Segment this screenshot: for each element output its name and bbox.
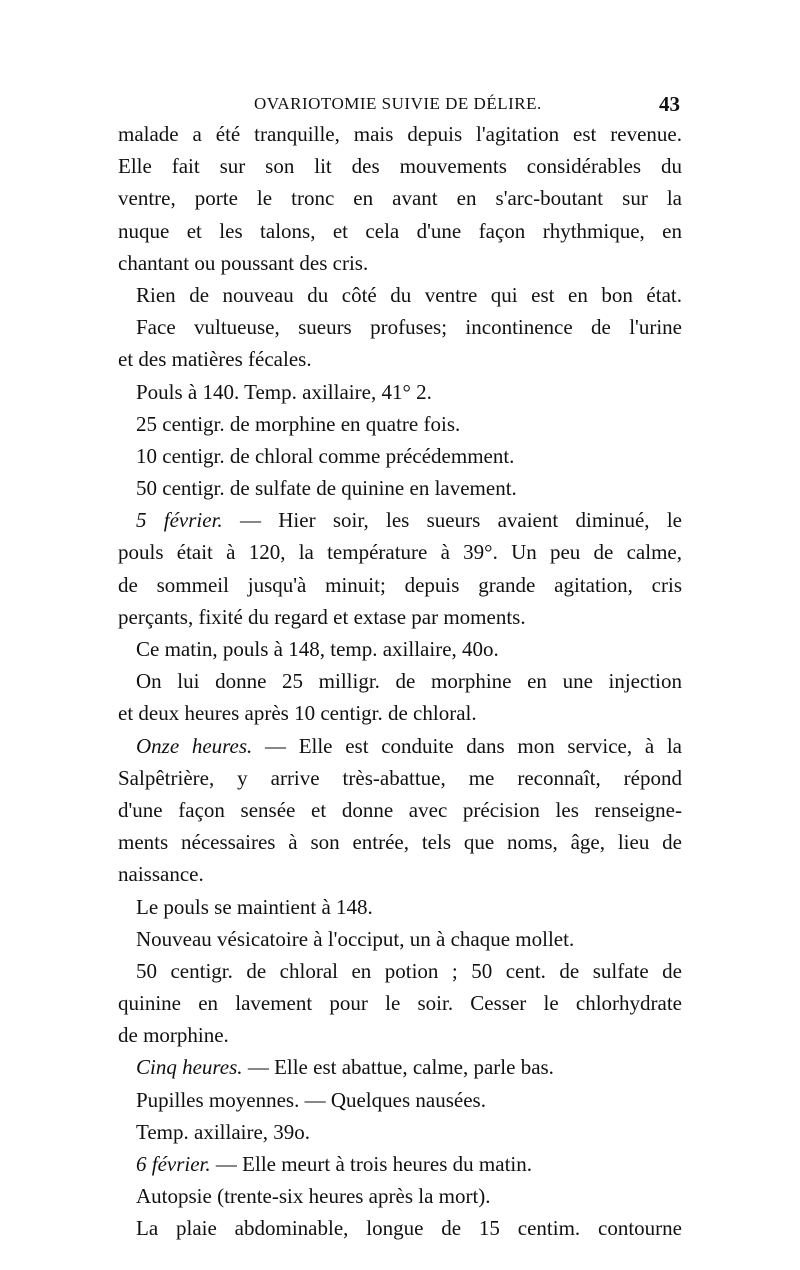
text-line — [118, 1084, 682, 1116]
line-text: pouls était à 120, la température à 39°. Un peu de calme, — [118, 540, 682, 565]
running-head: OVARIOTOMIE SUIVIE DE DÉLIRE. — [254, 94, 542, 113]
line-text: et des matières fécales. — [118, 347, 312, 372]
line-text: Face vultueuse, sueurs profuses; incontinence de l'urine — [136, 315, 682, 340]
line-text: ments nécessaires à son entrée, tels que noms, âge, lieu de — [118, 830, 682, 855]
italic-date-label: Cinq heures. — [136, 1055, 243, 1080]
text-line — [118, 376, 682, 408]
line-text: Elle fait sur son lit des mouvements considérables du — [118, 154, 682, 179]
line-text: 50 centigr. de sulfate de quinine en lavement. — [136, 476, 517, 501]
text-line — [118, 601, 682, 633]
text-line — [118, 633, 682, 665]
line-text: ventre, porte le tronc en avant en s'arc-boutant sur la — [118, 186, 682, 211]
line-text: Salpêtrière, y arrive très-abattue, me reconnaît, répond — [118, 765, 682, 790]
line-text: nuque et les talons, et cela d'une façon rhythmique, en — [118, 218, 682, 243]
line-text: Le pouls se maintient à 148. — [136, 894, 373, 919]
text-line — [118, 536, 682, 568]
line-text: naissance. — [118, 862, 204, 887]
text-line — [118, 343, 682, 375]
italic-date-label: Onze heures. — [136, 733, 253, 758]
text-line — [118, 955, 682, 987]
italic-date-label: 6 février. — [136, 1152, 211, 1176]
text-line — [118, 1116, 682, 1148]
line-text: On lui donne 25 milligr. de morphine en une injection — [136, 669, 682, 694]
text-line — [118, 665, 682, 697]
page-number: 43 — [659, 92, 680, 116]
line-text: Nouveau vésicatoire à l'occiput, un à chaque mollet. — [136, 926, 575, 951]
line-text: Temp. axillaire, 39o. — [136, 1119, 311, 1144]
line-text: de sommeil jusqu'à minuit; depuis grande agitation, cris — [118, 572, 682, 597]
italic-date-label: 5 février. — [136, 508, 223, 533]
line-text: Ce matin, pouls à 148, temp. axillaire, 40o. — [136, 637, 499, 661]
text-line — [118, 247, 682, 279]
line-text: 10 centigr. de chloral comme précédemment. — [136, 443, 515, 468]
text-line — [118, 504, 682, 536]
text-line — [118, 826, 682, 858]
line-text: perçants, fixité du regard et extase par moments. — [118, 604, 526, 629]
text-line — [118, 1148, 682, 1180]
text-line — [118, 118, 682, 150]
line-text: Pouls à 140. Temp. axillaire, 41° 2. — [136, 379, 432, 404]
text-line — [118, 182, 682, 214]
body-text — [118, 118, 682, 1245]
text-line — [118, 794, 682, 826]
text-line — [118, 987, 682, 1019]
line-text: La plaie abdominable, longue de 15 centim. contourne — [136, 1216, 682, 1241]
line-text: — Hier soir, les sueurs avaient diminué, le — [222, 508, 682, 533]
line-text: malade a été tranquille, mais depuis l'agitation est revenue. — [118, 122, 682, 146]
text-line — [118, 311, 682, 343]
text-line — [118, 697, 682, 729]
line-text: Pupilles moyennes. — Quelques nausées. — [136, 1087, 486, 1112]
text-line — [118, 408, 682, 440]
text-line — [118, 730, 682, 762]
line-text: — Elle est abattue, calme, parle bas. — [242, 1055, 554, 1080]
text-line — [118, 440, 682, 472]
text-line — [118, 472, 682, 504]
line-text: — Elle est conduite dans mon service, à la — [252, 733, 682, 758]
text-line — [118, 923, 682, 955]
text-line — [118, 569, 682, 601]
line-text: — Elle meurt à trois heures du matin. — [210, 1152, 532, 1176]
text-line — [118, 1051, 682, 1083]
text-line — [118, 891, 682, 923]
text-line — [118, 150, 682, 182]
line-text: de morphine. — [118, 1023, 229, 1048]
line-text: 50 centigr. de chloral en potion ; 50 cent. de sulfate de — [136, 958, 682, 983]
text-line — [118, 215, 682, 247]
line-text: Autopsie (trente-six heures après la mort). — [136, 1184, 491, 1209]
line-text: d'une façon sensée et donne avec précision les renseigne- — [118, 797, 682, 822]
text-line — [118, 1019, 682, 1051]
text-line — [118, 858, 682, 890]
line-text: quinine en lavement pour le soir. Cesser le chlorhydrate — [118, 991, 682, 1016]
text-line — [118, 1180, 682, 1212]
text-line — [118, 1212, 682, 1244]
text-line — [118, 279, 682, 311]
text-line — [118, 762, 682, 794]
line-text: et deux heures après 10 centigr. de chloral. — [118, 701, 477, 726]
line-text: Rien de nouveau du côté du ventre qui est en bon état. — [136, 282, 682, 307]
line-text: 25 centigr. de morphine en quatre fois. — [136, 411, 461, 436]
line-text: chantant ou poussant des cris. — [118, 250, 369, 275]
